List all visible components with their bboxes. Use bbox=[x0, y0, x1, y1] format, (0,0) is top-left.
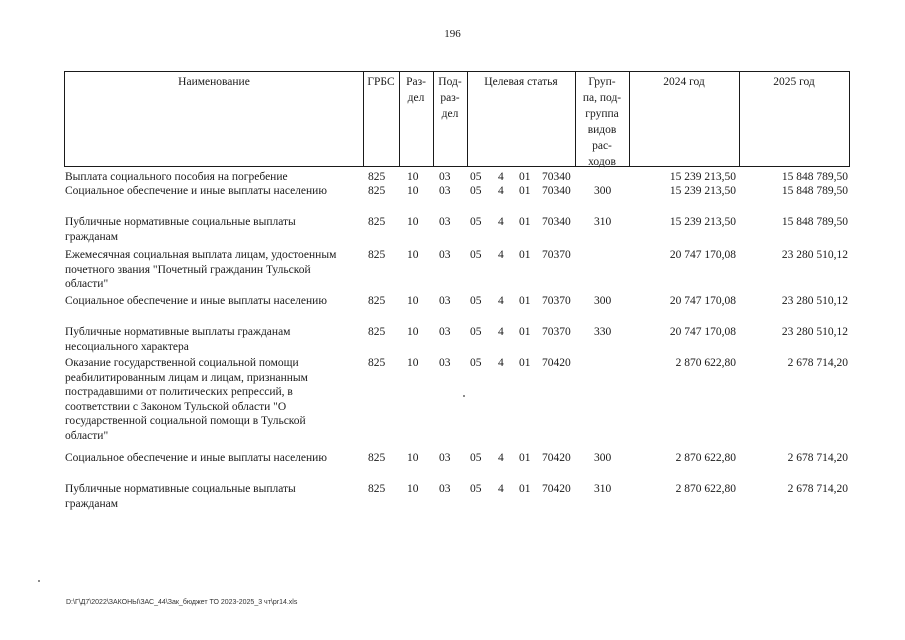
row-pr: 03 bbox=[439, 326, 451, 338]
row-v2024: 20 747 170,08 bbox=[669, 295, 736, 307]
row-t3: 01 bbox=[519, 326, 531, 338]
row-pr: 03 bbox=[439, 452, 451, 464]
row-vr: 310 bbox=[594, 216, 612, 228]
row-v2024: 20 747 170,08 bbox=[669, 326, 736, 338]
row-pr: 03 bbox=[439, 249, 451, 261]
row-vr: 300 bbox=[594, 295, 612, 307]
row-grbs: 825 bbox=[368, 452, 386, 464]
row-grbs: 825 bbox=[368, 216, 386, 228]
row-vr: 300 bbox=[594, 185, 612, 197]
row-v2025: 23 280 510,12 bbox=[781, 249, 848, 261]
row-rz: 10 bbox=[407, 295, 419, 307]
row-vr: 310 bbox=[594, 483, 612, 495]
header-year-2024: 2024 год bbox=[663, 76, 705, 88]
row-t1: 05 bbox=[470, 249, 482, 261]
row-v2025: 2 678 714,20 bbox=[787, 483, 848, 495]
row-t3: 01 bbox=[519, 249, 531, 261]
row-t3: 01 bbox=[519, 216, 531, 228]
row-rz: 10 bbox=[407, 357, 419, 369]
header-year-2025: 2025 год bbox=[773, 76, 815, 88]
row-t4: 70340 bbox=[542, 185, 571, 197]
file-path-footer: D:\Г\Д7\2022\ЗАКОНЫ\ЗАС_44\Зак_бюджет ТО 2023-2025_3 чт\pr14.xls bbox=[66, 599, 298, 606]
row-grbs: 825 bbox=[368, 357, 386, 369]
row-t4: 70370 bbox=[542, 249, 571, 261]
row-pr: 03 bbox=[439, 295, 451, 307]
row-t1: 05 bbox=[470, 452, 482, 464]
row-name: Социальное обеспечение и иные выплаты населению bbox=[65, 452, 327, 464]
row-t1: 05 bbox=[470, 295, 482, 307]
row-t3: 01 bbox=[519, 452, 531, 464]
row-rz: 10 bbox=[407, 185, 419, 197]
row-t3: 01 bbox=[519, 483, 531, 495]
row-t1: 05 bbox=[470, 483, 482, 495]
row-t4: 70420 bbox=[542, 357, 571, 369]
row-grbs: 825 bbox=[368, 249, 386, 261]
row-rz: 10 bbox=[407, 452, 419, 464]
header-podrazdel: Под- раз- дел bbox=[438, 76, 462, 120]
row-t2: 4 bbox=[498, 483, 504, 495]
row-t4: 70420 bbox=[542, 483, 571, 495]
row-rz: 10 bbox=[407, 249, 419, 261]
row-v2024: 15 239 213,50 bbox=[669, 185, 736, 197]
row-t2: 4 bbox=[498, 357, 504, 369]
row-t4: 70340 bbox=[542, 171, 571, 183]
row-t2: 4 bbox=[498, 326, 504, 338]
row-grbs: 825 bbox=[368, 483, 386, 495]
row-name: Публичные нормативные выплаты гражданам несоциального характера bbox=[65, 326, 291, 353]
row-t3: 01 bbox=[519, 171, 531, 183]
row-v2025: 2 678 714,20 bbox=[787, 452, 848, 464]
row-t1: 05 bbox=[470, 216, 482, 228]
row-v2024: 2 870 622,80 bbox=[675, 483, 736, 495]
row-t2: 4 bbox=[498, 185, 504, 197]
row-t2: 4 bbox=[498, 452, 504, 464]
row-pr: 03 bbox=[439, 171, 451, 183]
row-name: Оказание государственной социальной помощи реабилитированным лицам и лицам, признанным пострадавшими от политических репрессий, в соответствии с Законом Тульской области "О государственной социальной помощи в Тульской области" bbox=[65, 357, 308, 442]
row-t3: 01 bbox=[519, 357, 531, 369]
row-pr: 03 bbox=[439, 185, 451, 197]
row-rz: 10 bbox=[407, 326, 419, 338]
row-rz: 10 bbox=[407, 483, 419, 495]
row-vr: 300 bbox=[594, 452, 612, 464]
row-vr: 330 bbox=[594, 326, 612, 338]
row-t2: 4 bbox=[498, 249, 504, 261]
row-rz: 10 bbox=[407, 216, 419, 228]
row-grbs: 825 bbox=[368, 326, 386, 338]
row-pr: 03 bbox=[439, 483, 451, 495]
row-t2: 4 bbox=[498, 171, 504, 183]
row-t4: 70370 bbox=[542, 295, 571, 307]
row-t2: 4 bbox=[498, 216, 504, 228]
row-name: Социальное обеспечение и иные выплаты населению bbox=[65, 295, 327, 307]
header-name: Наименование bbox=[178, 76, 250, 88]
row-name: Ежемесячная социальная выплата лицам, удостоенным почетного звания "Почетный гражданин Тульской области" bbox=[65, 249, 337, 290]
row-v2025: 23 280 510,12 bbox=[781, 326, 848, 338]
row-name: Социальное обеспечение и иные выплаты населению bbox=[65, 185, 327, 197]
row-v2024: 15 239 213,50 bbox=[669, 216, 736, 228]
row-grbs: 825 bbox=[368, 185, 386, 197]
row-v2024: 20 747 170,08 bbox=[669, 249, 736, 261]
row-t2: 4 bbox=[498, 295, 504, 307]
row-v2024: 15 239 213,50 bbox=[669, 171, 736, 183]
row-t1: 05 bbox=[470, 357, 482, 369]
row-t4: 70340 bbox=[542, 216, 571, 228]
row-t4: 70420 bbox=[542, 452, 571, 464]
row-grbs: 825 bbox=[368, 295, 386, 307]
row-grbs: 825 bbox=[368, 171, 386, 183]
header-target-article: Целевая статья bbox=[484, 76, 558, 88]
header-grbs: ГРБС bbox=[367, 76, 395, 88]
row-v2024: 2 870 622,80 bbox=[675, 452, 736, 464]
row-name: Публичные нормативные социальные выплаты гражданам bbox=[65, 216, 296, 243]
row-v2024: 2 870 622,80 bbox=[675, 357, 736, 369]
row-t4: 70370 bbox=[542, 326, 571, 338]
header-razdel: Раз- дел bbox=[406, 76, 426, 104]
row-t1: 05 bbox=[470, 185, 482, 197]
page-number: 196 bbox=[444, 28, 461, 40]
table-header bbox=[64, 71, 850, 167]
row-name: Публичные нормативные социальные выплаты гражданам bbox=[65, 483, 296, 510]
row-v2025: 23 280 510,12 bbox=[781, 295, 848, 307]
row-v2025: 2 678 714,20 bbox=[787, 357, 848, 369]
header-expense-group: Груп- па, под- группа видов рас- ходов bbox=[582, 76, 622, 168]
row-t3: 01 bbox=[519, 295, 531, 307]
row-t1: 05 bbox=[470, 326, 482, 338]
row-t3: 01 bbox=[519, 185, 531, 197]
row-t1: 05 bbox=[470, 171, 482, 183]
row-name: Выплата социального пособия на погребение bbox=[65, 171, 288, 183]
row-rz: 10 bbox=[407, 171, 419, 183]
row-v2025: 15 848 789,50 bbox=[781, 171, 848, 183]
row-v2025: 15 848 789,50 bbox=[781, 185, 848, 197]
row-v2025: 15 848 789,50 bbox=[781, 216, 848, 228]
row-pr: 03 bbox=[439, 216, 451, 228]
row-pr: 03 bbox=[439, 357, 451, 369]
